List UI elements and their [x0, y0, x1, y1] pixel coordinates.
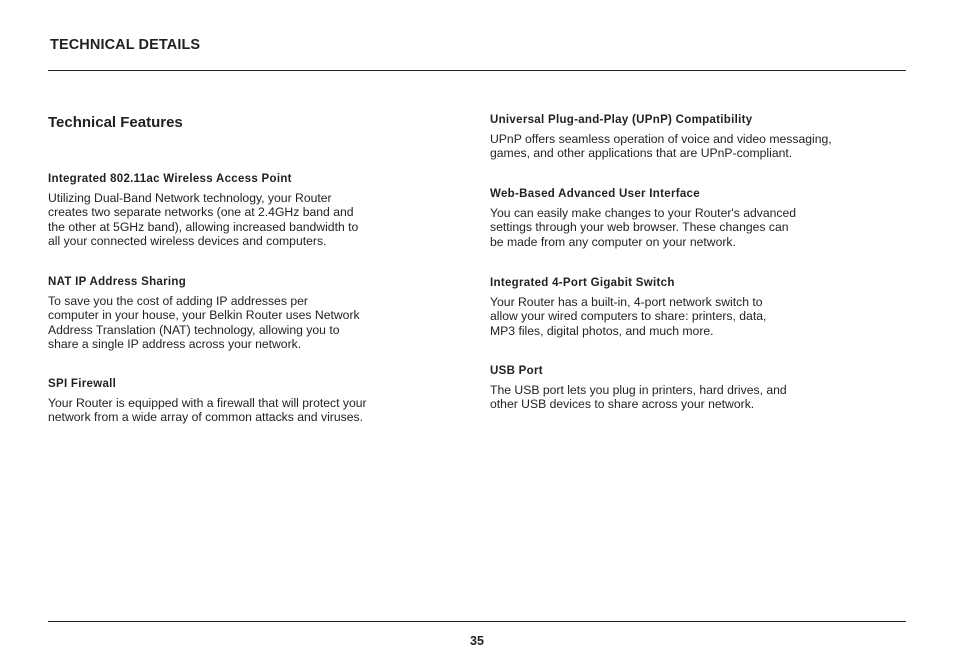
feature-wireless-access-point	[48, 172, 418, 248]
feature-heading: Integrated 802.11ac Wireless Access Point	[48, 173, 292, 185]
feature-nat-ip-sharing	[48, 275, 418, 351]
feature-web-interface	[490, 187, 890, 249]
feature-body: Your Router is equipped with a firewall that will protect your network from a wide array of common attacks and viruses.	[48, 396, 367, 425]
section-title: Technical Features	[48, 114, 183, 131]
header-divider	[48, 70, 906, 71]
feature-body: You can easily make changes to your Router's advanced settings through your web browser. These changes can be made from any computer on your network.	[490, 206, 797, 249]
feature-body: To save you the cost of adding IP addresses per computer in your house, your Belkin Router uses Network Address Translation (NAT) technology, allowing you to share a single IP address across your network.	[48, 294, 360, 351]
feature-body: UPnP offers seamless operation of voice and video messaging, games, and other applications that are UPnP-compliant.	[490, 132, 832, 161]
feature-body: The USB port lets you plug in printers, hard drives, and other USB devices to share across your network.	[490, 383, 787, 412]
feature-heading: Universal Plug-and-Play (UPnP) Compatibility	[490, 114, 753, 126]
feature-body: Utilizing Dual-Band Network technology, your Router creates two separate networks (one at 2.4GHz band and the other at 5GHz band), allowing increased bandwidth to all your connected wireless devices and computers.	[48, 191, 359, 248]
feature-heading: Web-Based Advanced User Interface	[490, 188, 700, 200]
feature-usb-port	[490, 364, 890, 412]
feature-upnp	[490, 113, 890, 161]
header-title: TECHNICAL DETAILS	[50, 37, 201, 53]
feature-heading: USB Port	[490, 365, 543, 377]
feature-body: Your Router has a built-in, 4-port network switch to allow your wired computers to share: printers, data, MP3 files, digital photos, and much more.	[490, 295, 767, 338]
feature-heading: SPI Firewall	[48, 378, 117, 390]
footer-divider	[48, 621, 906, 622]
feature-gigabit-switch	[490, 276, 890, 338]
feature-heading: NAT IP Address Sharing	[48, 276, 187, 288]
page-number: 35	[470, 634, 484, 648]
feature-heading: Integrated 4-Port Gigabit Switch	[490, 277, 675, 289]
feature-spi-firewall	[48, 377, 418, 425]
